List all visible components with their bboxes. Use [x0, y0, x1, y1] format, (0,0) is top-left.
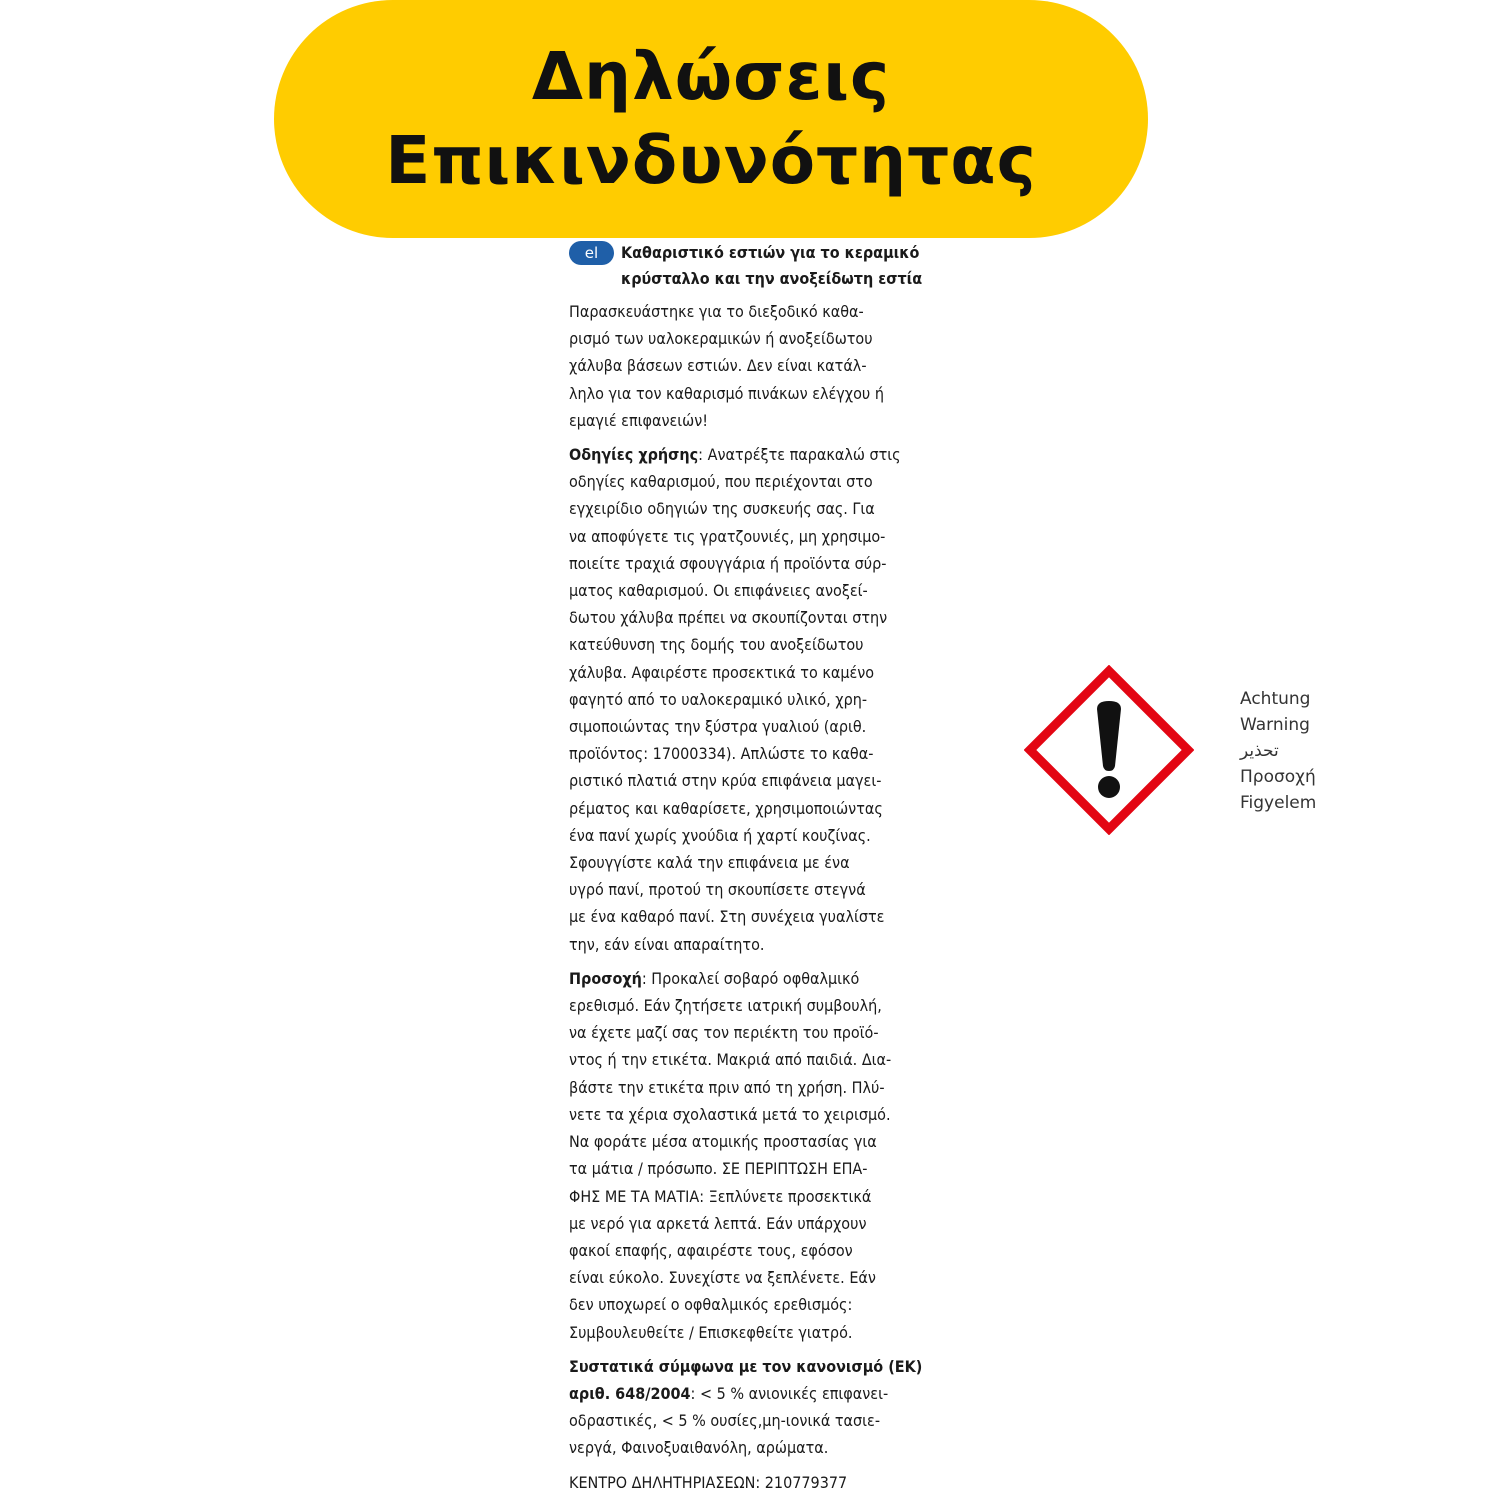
signal-word-english: Warning — [1240, 715, 1310, 735]
text-line: ρέματος και καθαρίσετε, χρησιμοποιώντας — [569, 798, 883, 818]
text-line: Σφουγγίστε καλά την επιφάνεια με ένα — [569, 853, 850, 873]
poison-center-text: ΚΕΝΤΡΟ ΔΗΛΗΤΗΡΙΑΣΕΩΝ: 210779377 — [569, 1472, 848, 1492]
signal-word-greek: Προσοχή — [1240, 767, 1316, 787]
ingredients-label-line-2: αριθ. 648/2004 — [569, 1383, 691, 1403]
text-line: ρισμό των υαλοκεραμικών ή ανοξείδωτου — [569, 329, 873, 349]
text-line: είναι εύκολο. Συνεχίστε να ξεπλένετε. Εάν — [569, 1268, 876, 1288]
text-line: ΦΗΣ ΜΕ ΤΑ ΜΑΤΙΑ: Ξεπλύνετε προσεκτικά — [569, 1186, 872, 1206]
text-line: με νερό για αρκετά λεπτά. Εάν υπάρχουν — [569, 1213, 867, 1233]
text-line: προϊόντος: 17000334). Απλώστε το καθα- — [569, 744, 874, 764]
text-line: με ένα καθαρό πανί. Στη συνέχεια γυαλίστε — [569, 907, 885, 927]
text-line: να έχετε μαζί σας τον περιέκτη του προϊό- — [569, 1023, 879, 1043]
title-line-1: Δηλώσεις — [531, 38, 891, 115]
heading-line-1: Καθαριστικό εστιών για το κεραμικό — [621, 243, 920, 262]
usage-first-line: : Ανατρέξτε παρακαλώ στις — [698, 445, 901, 465]
text-line: τα μάτια / πρόσωπο. ΣΕ ΠΕΡΙΠΤΩΣΗ ΕΠΑ- — [569, 1159, 868, 1179]
ingredients-label-line-1: Συστατικά σύμφωνα με τον κανονισμό (ΕΚ) — [569, 1356, 923, 1376]
text-line: ριστικό πλατιά στην κρύα επιφάνεια μαγει- — [569, 771, 882, 791]
text-line: εγχειρίδιο οδηγιών της συσκευής σας. Για — [569, 499, 875, 519]
caution-label: Προσοχή — [569, 968, 642, 988]
heading-line-2: κρύσταλλο και την ανοξείδωτη εστία — [621, 269, 923, 288]
usage-label: Οδηγίες χρήσης — [569, 445, 699, 465]
text-line: νεργά, Φαινοξυαιθανόλη, αρώματα. — [569, 1438, 829, 1458]
text-line: σιμοποιώντας την ξύστρα γυαλιού (αριθ. — [569, 717, 867, 737]
title-line-2: Επικινδυνότητας — [385, 122, 1037, 199]
text-line: ένα πανί χωρίς χνούδια ή χαρτί κουζίνας. — [569, 825, 871, 845]
text-line — [569, 965, 949, 992]
caution-first-line: : Προκαλεί σοβαρό οφθαλμικό — [641, 968, 860, 988]
title-banner — [274, 0, 1148, 238]
exclamation-mark-diamond-icon — [1024, 665, 1194, 835]
text-line: Συμβουλευθείτε / Επισκεφθείτε γιατρό. — [569, 1322, 853, 1342]
text-line: νετε τα χέρια σχολαστικά μετά το χειρισμό. — [569, 1104, 891, 1124]
signal-words-list — [1240, 686, 1316, 816]
text-line: να αποφύγετε τις γρατζουνιές, μη χρησιμο- — [569, 526, 886, 546]
text-line: χάλυβα βάσεων εστιών. Δεν είναι κατάλ- — [569, 356, 867, 376]
signal-word-hungarian: Figyelem — [1240, 793, 1317, 813]
text-line: υγρό πανί, προτού τη σκουπίσετε στεγνά — [569, 880, 866, 900]
signal-word-arabic: تحذير — [1240, 741, 1279, 761]
text-line: ερεθισμό. Εάν ζητήσετε ιατρική συμβουλή, — [569, 996, 882, 1016]
text-line: ληλο για τον καθαρισμό πινάκων ελέγχου ή — [569, 383, 884, 403]
ingredients-first-values: : < 5 % ανιονικές επιφανει- — [690, 1383, 889, 1403]
text-line: εμαγιέ επιφανειών! — [569, 410, 709, 430]
text-line: οδραστικές, < 5 % ουσίες,μη-ιονικά τασιε- — [569, 1411, 881, 1431]
text-line: ματος καθαρισμού. Οι επιφάνειες ανοξεί- — [569, 581, 868, 601]
text-line: δωτου χάλυβα πρέπει να σκουπίζονται στην — [569, 608, 888, 628]
text-line — [569, 441, 949, 468]
text-line: κατεύθυνση της δομής του ανοξείδωτου — [569, 635, 864, 655]
text-line: Παρασκευάστηκε για το διεξοδικό καθα- — [569, 302, 864, 321]
text-line: την, εάν είναι απαραίτητο. — [569, 934, 765, 954]
usage-instructions-paragraph — [569, 441, 949, 958]
description-paragraph — [569, 298, 949, 434]
ingredients-paragraph — [569, 1353, 949, 1462]
text-line: δεν υποχωρεί ο οφθαλμικός ερεθισμός: — [569, 1295, 853, 1315]
text-line: βάστε την ετικέτα πριν από τη χρήση. Πλύ- — [569, 1077, 885, 1097]
text-line: φαγητό από το υαλοκεραμικό υλικό, χρη- — [569, 689, 868, 709]
text-line: φακοί επαφής, αφαιρέστε τους, εφόσον — [569, 1240, 853, 1260]
caution-paragraph — [569, 965, 949, 1346]
text-line: ποιείτε τραχιά σφουγγάρια ή προϊόντα σύρ- — [569, 553, 887, 573]
text-line — [569, 1380, 949, 1407]
language-badge: el — [569, 241, 614, 265]
label-text-column — [569, 240, 949, 1503]
signal-word-german: Achtung — [1240, 689, 1311, 709]
text-line: χάλυβα. Αφαιρέστε προσεκτικά το καμένο — [569, 662, 875, 682]
poison-center-line — [569, 1469, 949, 1496]
product-heading — [569, 240, 949, 292]
text-line: οδηγίες καθαρισμού, που περιέχονται στο — [569, 472, 873, 492]
text-line: ντος ή την ετικέτα. Μακριά από παιδιά. Δια- — [569, 1050, 892, 1070]
text-line: Να φοράτε μέσα ατομικής προστασίας για — [569, 1132, 877, 1152]
